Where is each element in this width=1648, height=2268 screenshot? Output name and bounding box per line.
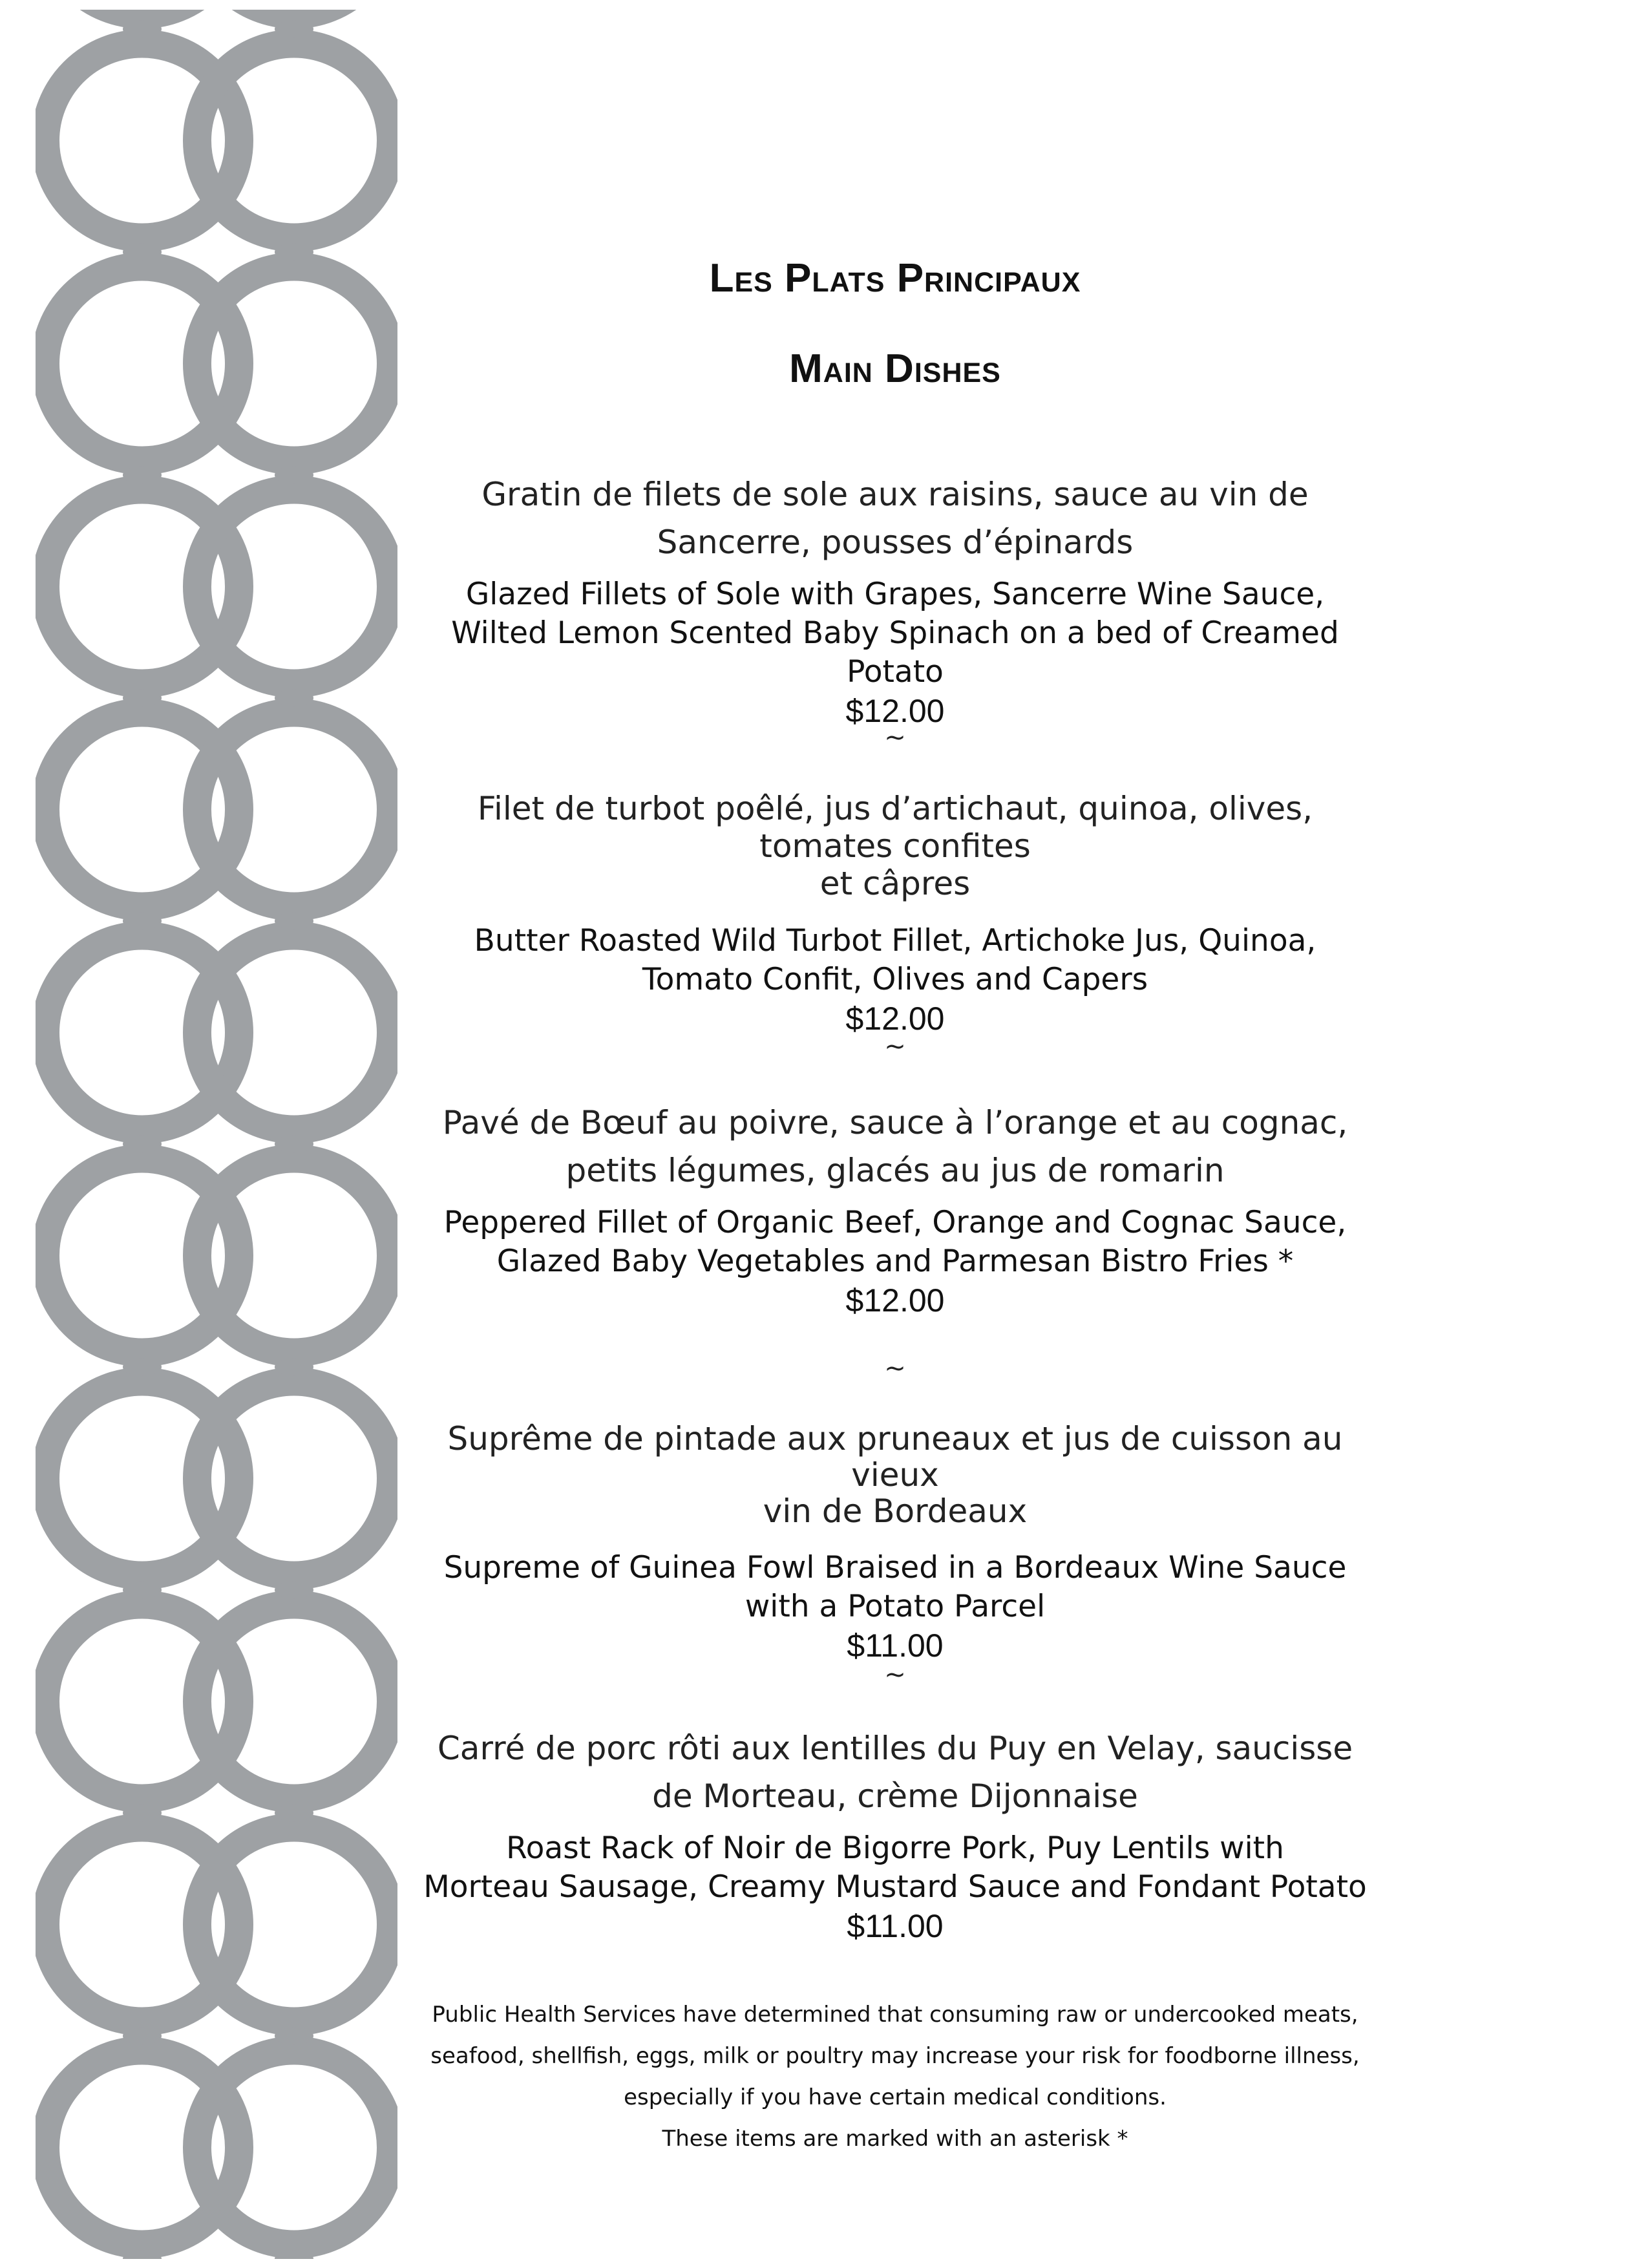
dish-english-line: Morteau Sausage, Creamy Mustard Sauce and Fondant Potato	[423, 1869, 1367, 1905]
dish-english-line: Glazed Fillets of Sole with Grapes, Sancerre Wine Sauce,	[465, 577, 1325, 612]
pattern-bead	[123, 1358, 162, 1376]
notice-line: especially if you have certain medical conditions.	[624, 2084, 1167, 2110]
pattern-bead	[275, 2027, 313, 2045]
dish-french-line: Suprême de pintade aux pruneaux et jus de cuisson au vieux	[447, 1420, 1343, 1494]
dish-price: $12.00	[845, 693, 945, 729]
pattern-bead	[123, 1581, 162, 1599]
pattern-ring	[45, 10, 239, 15]
menu-title-french: Les Plats Principaux	[709, 256, 1081, 301]
dish-english-description	[410, 922, 1380, 1038]
pattern-bead	[123, 243, 162, 261]
dish-french-line: Sancerre, pousses d’épinards	[657, 524, 1134, 561]
tilde-separator: ~	[884, 1660, 906, 1690]
circle-chain-pattern-graphic	[36, 10, 397, 2259]
pattern-bead	[275, 20, 313, 38]
pattern-bead	[123, 912, 162, 930]
dish-turbot	[401, 790, 1389, 1038]
notice-line: seafood, shellfish, eggs, milk or poultry may increase your risk for foodborne illness,	[430, 2043, 1360, 2069]
pattern-bead	[275, 1804, 313, 1822]
dish-price: $11.00	[847, 1908, 944, 1944]
pattern-bead	[123, 1804, 162, 1822]
dish-french-name	[417, 471, 1373, 566]
dish-french-line: petits légumes, glacés au jus de romarin	[565, 1152, 1225, 1189]
dish-french-line: Pavé de Bœuf au poivre, sauce à l’orange et au cognac,	[442, 1104, 1348, 1141]
dish-english-line: Peppered Fillet of Organic Beef, Orange and Cognac Sauce,	[443, 1205, 1347, 1240]
notice-line: Public Health Services have determined that consuming raw or undercooked meats,	[432, 2002, 1358, 2028]
tilde-separator: ~	[884, 1353, 906, 1383]
dish-french-name	[417, 1724, 1373, 1820]
dish-english-line: Glazed Baby Vegetables and Parmesan Bistro Fries *	[496, 1244, 1294, 1279]
dish-french-line: Carré de porc rôti aux lentilles du Puy en Velay, saucisse	[437, 1730, 1353, 1767]
pattern-bead	[123, 466, 162, 484]
dish-price: $12.00	[845, 1282, 945, 1319]
dish-english-description	[410, 1203, 1380, 1320]
pattern-bead	[275, 1581, 313, 1599]
decorative-circle-pattern	[36, 10, 397, 2259]
dish-english-description	[410, 575, 1380, 730]
dish-price: $11.00	[847, 1627, 944, 1664]
dish-french-name	[417, 1099, 1373, 1194]
dish-english-line: Wilted Lemon Scented Baby Spinach on a bed of Creamed Potato	[451, 615, 1339, 690]
dish-english-line: with a Potato Parcel	[745, 1589, 1046, 1624]
tilde-separator: ~	[884, 1032, 906, 1061]
dish-english-line: Butter Roasted Wild Turbot Fillet, Artichoke Jus, Quinoa,	[474, 923, 1316, 959]
pattern-bead	[123, 1135, 162, 1153]
pattern-bead	[123, 20, 162, 38]
dish-french-line: Filet de turbot poêlé, jus d’artichaut, quinoa, olives, tomates confites	[477, 790, 1313, 865]
pattern-bead	[275, 689, 313, 707]
dish-english-line: Supreme of Guinea Fowl Braised in a Bordeaux Wine Sauce	[443, 1550, 1347, 1585]
pattern-bead	[123, 2027, 162, 2045]
dish-french-name	[417, 1421, 1373, 1529]
dish-french-line: de Morteau, crème Dijonnaise	[652, 1777, 1138, 1815]
dish-guinea-fowl	[401, 1421, 1389, 1665]
pattern-bead	[275, 243, 313, 261]
tilde-separator: ~	[884, 723, 906, 752]
pattern-bead	[275, 912, 313, 930]
health-notice	[401, 1994, 1389, 2159]
dish-english-line: Roast Rack of Noir de Bigorre Pork, Puy Lentils with	[506, 1830, 1284, 1866]
dish-french-name	[417, 790, 1373, 902]
dish-pork	[401, 1724, 1389, 1945]
dish-french-line: vin de Bordeaux	[763, 1492, 1028, 1530]
dish-french-line: et câpres	[819, 865, 971, 902]
dish-beef	[401, 1099, 1389, 1320]
pattern-ring	[197, 10, 391, 15]
menu-title-english: Main Dishes	[789, 346, 1001, 391]
dish-english-description	[410, 1829, 1380, 1945]
dish-sole	[401, 471, 1389, 730]
notice-line: These items are marked with an asterisk *	[662, 2126, 1128, 2152]
dish-english-line: Tomato Confit, Olives and Capers	[642, 962, 1148, 997]
pattern-bead	[275, 1135, 313, 1153]
dish-price: $12.00	[845, 1001, 945, 1037]
pattern-bead	[123, 689, 162, 707]
pattern-bead	[275, 466, 313, 484]
dish-french-line: Gratin de filets de sole aux raisins, sauce au vin de	[481, 476, 1309, 513]
dish-english-description	[410, 1549, 1380, 1665]
pattern-bead	[275, 1358, 313, 1376]
